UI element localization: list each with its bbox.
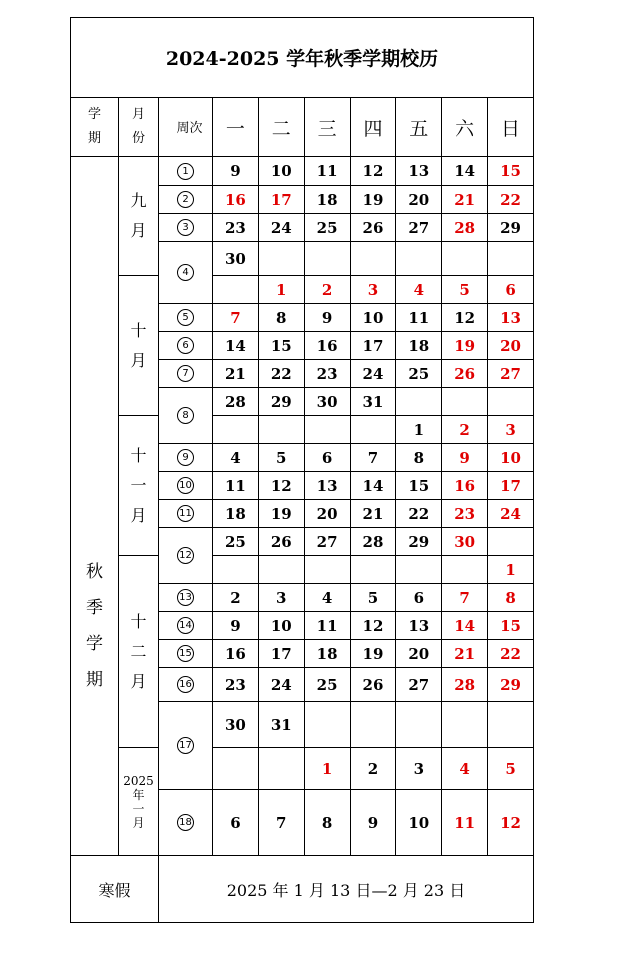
day-cell: 13 xyxy=(488,304,534,332)
day-cell: 9 xyxy=(304,304,350,332)
week-number-circle: 5 xyxy=(177,309,194,326)
day-cell: 29 xyxy=(488,214,534,242)
day-cell: 28 xyxy=(442,214,488,242)
day-cell: 1 xyxy=(488,556,534,584)
day-cell xyxy=(213,556,259,584)
day-cell xyxy=(396,702,442,748)
day-cell: 26 xyxy=(350,214,396,242)
day-cell xyxy=(488,388,534,416)
week-number xyxy=(159,304,213,332)
month-label: 九 月 xyxy=(119,157,159,276)
day-cell: 11 xyxy=(442,790,488,856)
day-cell: 14 xyxy=(442,612,488,640)
day-cell: 6 xyxy=(396,584,442,612)
day-cell xyxy=(258,748,304,790)
day-cell: 15 xyxy=(488,612,534,640)
day-cell xyxy=(350,416,396,444)
day-cell: 8 xyxy=(488,584,534,612)
day-cell: 1 xyxy=(258,276,304,304)
day-cell: 8 xyxy=(396,444,442,472)
day-cell xyxy=(442,242,488,276)
day-cell xyxy=(350,242,396,276)
day-cell xyxy=(213,416,259,444)
weekday-wed: 三 xyxy=(304,98,350,157)
day-cell: 20 xyxy=(396,186,442,214)
day-cell: 19 xyxy=(258,500,304,528)
calendar-row xyxy=(71,157,534,186)
day-cell: 19 xyxy=(350,640,396,668)
week-number-circle: 7 xyxy=(177,365,194,382)
day-cell: 21 xyxy=(442,186,488,214)
day-cell: 2 xyxy=(442,416,488,444)
day-cell: 11 xyxy=(304,157,350,186)
day-cell: 24 xyxy=(258,668,304,702)
day-cell xyxy=(396,242,442,276)
day-cell: 25 xyxy=(304,668,350,702)
day-cell: 18 xyxy=(304,186,350,214)
week-number xyxy=(159,360,213,388)
day-cell: 14 xyxy=(442,157,488,186)
school-calendar-table xyxy=(70,17,534,923)
day-cell: 26 xyxy=(258,528,304,556)
week-number-circle: 13 xyxy=(177,589,194,606)
month-label: 2025 年 一 月 xyxy=(119,748,159,856)
day-cell: 23 xyxy=(213,668,259,702)
day-cell: 21 xyxy=(350,500,396,528)
calendar-row xyxy=(71,416,534,444)
day-cell: 12 xyxy=(258,472,304,500)
week-number xyxy=(159,332,213,360)
day-cell: 15 xyxy=(488,157,534,186)
day-cell: 10 xyxy=(350,304,396,332)
day-cell: 22 xyxy=(488,640,534,668)
day-cell: 10 xyxy=(258,157,304,186)
day-cell: 27 xyxy=(488,360,534,388)
week-header: 周次 xyxy=(159,98,213,157)
day-cell: 22 xyxy=(488,186,534,214)
day-cell xyxy=(442,702,488,748)
day-cell: 17 xyxy=(350,332,396,360)
day-cell: 27 xyxy=(396,214,442,242)
day-cell xyxy=(304,242,350,276)
term-name: 秋 季 学 期 xyxy=(71,157,119,856)
week-number-circle: 17 xyxy=(177,737,194,754)
day-cell: 3 xyxy=(350,276,396,304)
day-cell: 30 xyxy=(213,702,259,748)
week-number-circle: 1 xyxy=(177,163,194,180)
day-cell: 31 xyxy=(258,702,304,748)
day-cell: 16 xyxy=(304,332,350,360)
winter-break-label: 寒假 xyxy=(71,856,159,923)
weekday-thu: 四 xyxy=(350,98,396,157)
week-number-circle: 3 xyxy=(177,219,194,236)
day-cell: 12 xyxy=(442,304,488,332)
day-cell: 5 xyxy=(442,276,488,304)
week-number xyxy=(159,444,213,472)
day-cell: 5 xyxy=(488,748,534,790)
day-cell: 25 xyxy=(213,528,259,556)
day-cell: 11 xyxy=(396,304,442,332)
day-cell: 11 xyxy=(304,612,350,640)
week-number xyxy=(159,640,213,668)
day-cell: 11 xyxy=(213,472,259,500)
day-cell: 25 xyxy=(396,360,442,388)
day-cell: 9 xyxy=(213,612,259,640)
day-cell: 8 xyxy=(258,304,304,332)
day-cell: 7 xyxy=(213,304,259,332)
day-cell: 29 xyxy=(488,668,534,702)
day-cell: 24 xyxy=(488,500,534,528)
day-cell: 19 xyxy=(442,332,488,360)
day-cell: 12 xyxy=(350,612,396,640)
day-cell: 30 xyxy=(442,528,488,556)
week-number xyxy=(159,500,213,528)
day-cell: 10 xyxy=(396,790,442,856)
week-number-circle: 10 xyxy=(177,477,194,494)
day-cell: 29 xyxy=(396,528,442,556)
day-cell: 26 xyxy=(350,668,396,702)
day-cell: 6 xyxy=(488,276,534,304)
week-number xyxy=(159,472,213,500)
day-cell: 29 xyxy=(258,388,304,416)
weekday-mon: 一 xyxy=(213,98,259,157)
day-cell: 13 xyxy=(304,472,350,500)
day-cell: 3 xyxy=(488,416,534,444)
week-number-circle: 2 xyxy=(177,191,194,208)
day-cell: 20 xyxy=(304,500,350,528)
day-cell xyxy=(488,528,534,556)
day-cell xyxy=(350,702,396,748)
day-cell: 2 xyxy=(213,584,259,612)
week-number xyxy=(159,528,213,584)
day-cell: 7 xyxy=(350,444,396,472)
day-cell: 21 xyxy=(213,360,259,388)
week-number-circle: 6 xyxy=(177,337,194,354)
day-cell: 15 xyxy=(396,472,442,500)
weekday-tue: 二 xyxy=(258,98,304,157)
month-label: 十 一 月 xyxy=(119,416,159,556)
week-number-circle: 8 xyxy=(177,407,194,424)
day-cell: 26 xyxy=(442,360,488,388)
day-cell: 9 xyxy=(213,157,259,186)
weekday-sat: 六 xyxy=(442,98,488,157)
week-number-circle: 18 xyxy=(177,814,194,831)
day-cell xyxy=(442,388,488,416)
week-number xyxy=(159,702,213,790)
day-cell: 12 xyxy=(488,790,534,856)
day-cell: 30 xyxy=(213,242,259,276)
day-cell xyxy=(258,556,304,584)
day-cell xyxy=(213,276,259,304)
day-cell: 14 xyxy=(350,472,396,500)
day-cell xyxy=(304,702,350,748)
day-cell: 3 xyxy=(396,748,442,790)
day-cell xyxy=(488,242,534,276)
month-label: 十 月 xyxy=(119,276,159,416)
week-number xyxy=(159,388,213,444)
calendar-title: 2024-2025 学年秋季学期校历 xyxy=(71,18,534,98)
day-cell: 28 xyxy=(442,668,488,702)
month-header: 月 份 xyxy=(119,98,159,157)
day-cell xyxy=(258,242,304,276)
day-cell xyxy=(396,388,442,416)
day-cell: 22 xyxy=(396,500,442,528)
day-cell: 16 xyxy=(442,472,488,500)
week-number xyxy=(159,157,213,186)
day-cell: 31 xyxy=(350,388,396,416)
day-cell: 6 xyxy=(304,444,350,472)
day-cell: 19 xyxy=(350,186,396,214)
weekday-fri: 五 xyxy=(396,98,442,157)
day-cell: 23 xyxy=(213,214,259,242)
day-cell: 25 xyxy=(304,214,350,242)
day-cell: 4 xyxy=(396,276,442,304)
term-header: 学 期 xyxy=(71,98,119,157)
day-cell: 18 xyxy=(304,640,350,668)
week-number xyxy=(159,214,213,242)
day-cell xyxy=(258,416,304,444)
day-cell: 28 xyxy=(350,528,396,556)
day-cell: 16 xyxy=(213,186,259,214)
week-number xyxy=(159,668,213,702)
day-cell: 6 xyxy=(213,790,259,856)
day-cell xyxy=(304,416,350,444)
day-cell: 7 xyxy=(442,584,488,612)
day-cell: 9 xyxy=(350,790,396,856)
day-cell: 24 xyxy=(350,360,396,388)
day-cell: 5 xyxy=(258,444,304,472)
week-number-circle: 11 xyxy=(177,505,194,522)
day-cell: 2 xyxy=(350,748,396,790)
day-cell: 1 xyxy=(396,416,442,444)
winter-break-dates: 2025 年 1 月 13 日—2 月 23 日 xyxy=(159,856,534,923)
day-cell: 21 xyxy=(442,640,488,668)
day-cell xyxy=(442,556,488,584)
day-cell: 5 xyxy=(350,584,396,612)
day-cell: 23 xyxy=(304,360,350,388)
day-cell: 18 xyxy=(396,332,442,360)
day-cell: 4 xyxy=(304,584,350,612)
day-cell: 28 xyxy=(213,388,259,416)
day-cell: 12 xyxy=(350,157,396,186)
week-number xyxy=(159,584,213,612)
day-cell: 7 xyxy=(258,790,304,856)
day-cell: 20 xyxy=(488,332,534,360)
week-number-circle: 16 xyxy=(177,676,194,693)
week-number xyxy=(159,612,213,640)
day-cell: 4 xyxy=(442,748,488,790)
day-cell: 4 xyxy=(213,444,259,472)
day-cell: 3 xyxy=(258,584,304,612)
weekday-sun: 日 xyxy=(488,98,534,157)
day-cell: 10 xyxy=(258,612,304,640)
day-cell: 13 xyxy=(396,612,442,640)
day-cell: 18 xyxy=(213,500,259,528)
day-cell: 15 xyxy=(258,332,304,360)
week-number-circle: 15 xyxy=(177,645,194,662)
day-cell: 1 xyxy=(304,748,350,790)
day-cell: 14 xyxy=(213,332,259,360)
day-cell: 30 xyxy=(304,388,350,416)
week-number-circle: 4 xyxy=(177,264,194,281)
day-cell xyxy=(396,556,442,584)
week-number-circle: 14 xyxy=(177,617,194,634)
week-number xyxy=(159,186,213,214)
day-cell xyxy=(488,702,534,748)
day-cell: 27 xyxy=(304,528,350,556)
week-number-circle: 12 xyxy=(177,547,194,564)
day-cell: 20 xyxy=(396,640,442,668)
day-cell xyxy=(304,556,350,584)
day-cell xyxy=(213,748,259,790)
day-cell: 17 xyxy=(258,186,304,214)
day-cell xyxy=(350,556,396,584)
week-number-circle: 9 xyxy=(177,449,194,466)
day-cell: 16 xyxy=(213,640,259,668)
day-cell: 17 xyxy=(258,640,304,668)
week-number xyxy=(159,242,213,304)
week-number xyxy=(159,790,213,856)
calendar-row xyxy=(71,276,534,304)
day-cell: 23 xyxy=(442,500,488,528)
day-cell: 17 xyxy=(488,472,534,500)
month-label: 十 二 月 xyxy=(119,556,159,748)
day-cell: 9 xyxy=(442,444,488,472)
day-cell: 27 xyxy=(396,668,442,702)
day-cell: 2 xyxy=(304,276,350,304)
day-cell: 24 xyxy=(258,214,304,242)
calendar-row xyxy=(71,556,534,584)
calendar-row xyxy=(71,748,534,790)
day-cell: 10 xyxy=(488,444,534,472)
day-cell: 22 xyxy=(258,360,304,388)
day-cell: 8 xyxy=(304,790,350,856)
day-cell: 13 xyxy=(396,157,442,186)
